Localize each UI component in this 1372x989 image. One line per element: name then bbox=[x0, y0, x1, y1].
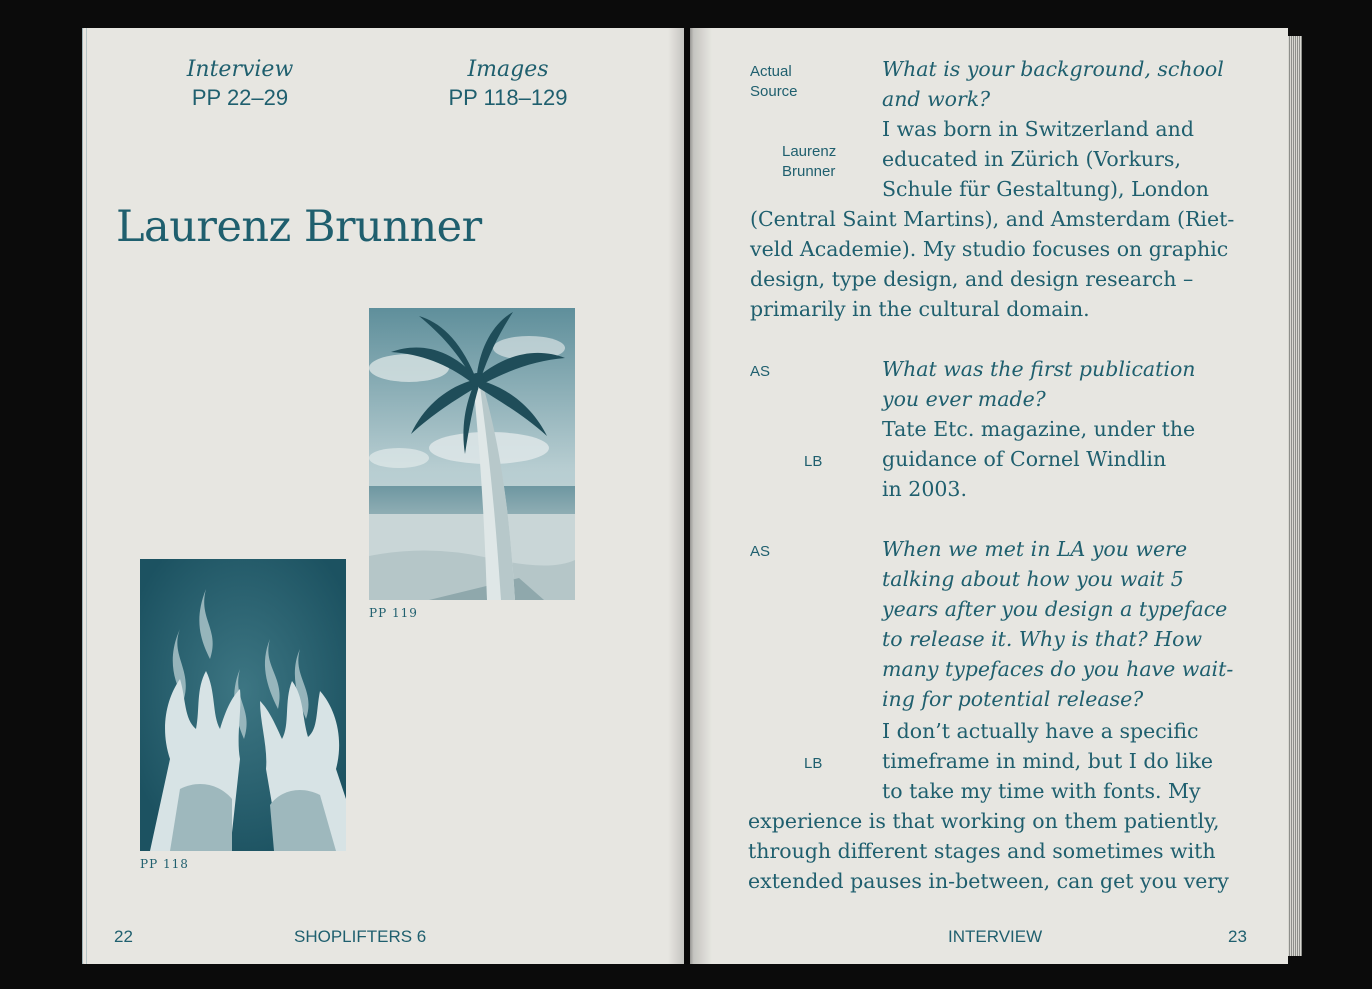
section-title: INTERVIEW bbox=[948, 927, 1043, 946]
actual-source-label-1: Actual bbox=[750, 63, 792, 80]
question-line: to release it. Why is that? How bbox=[882, 627, 1203, 651]
question-line: you ever made? bbox=[882, 387, 1046, 411]
images-pages: PP 118–129 bbox=[448, 85, 568, 110]
question-line: many typefaces do you have wait- bbox=[882, 657, 1234, 681]
answer-line: timeframe in mind, but I do like bbox=[882, 749, 1214, 773]
left-page-edge bbox=[82, 28, 93, 964]
speaker-label-as: AS bbox=[750, 363, 771, 380]
interview-reference bbox=[180, 56, 300, 112]
answer-line: guidance of Cornel Windlin bbox=[882, 447, 1167, 471]
answer-line: I was born in Switzerland and bbox=[882, 117, 1194, 141]
speaker-label-lb: LB bbox=[804, 755, 823, 772]
speaker-label-lb: LB bbox=[804, 453, 823, 470]
answer-line: Tate Etc. magazine, under the bbox=[882, 417, 1196, 441]
question-line: ing for potential release? bbox=[882, 687, 1144, 711]
answer-line: veld Academie). My studio focuses on graphic bbox=[750, 237, 1229, 261]
question-line: What is your background, school bbox=[882, 57, 1224, 81]
answer-line: educated in Zürich (Vorkurs, bbox=[882, 147, 1181, 171]
interview-label: Interview bbox=[186, 57, 294, 82]
question-line: What was the first publication bbox=[882, 357, 1196, 381]
left-page-number: 22 bbox=[114, 927, 133, 946]
interview-pages: PP 22–29 bbox=[191, 85, 289, 110]
burning-hands-image bbox=[140, 559, 346, 851]
answer-line: in 2003. bbox=[882, 477, 967, 501]
answer-line: I don’t actually have a specific bbox=[882, 719, 1199, 743]
answer-line: Schule für Gestaltung), London bbox=[882, 177, 1209, 201]
answer-line: design, type design, and design research – bbox=[750, 267, 1194, 291]
left-page bbox=[82, 28, 684, 964]
question-line: and work? bbox=[882, 87, 991, 111]
question-line: talking about how you wait 5 bbox=[882, 567, 1184, 591]
article-title: Laurenz Brunner bbox=[116, 202, 482, 252]
answer-line: primarily in the cultural domain. bbox=[750, 297, 1090, 321]
images-reference bbox=[436, 56, 580, 112]
laurenz-label-2: Brunner bbox=[782, 163, 836, 180]
question-line: years after you design a typeface bbox=[882, 597, 1228, 621]
palm-image-caption: PP 119 bbox=[369, 606, 418, 620]
speaker-label-as: AS bbox=[750, 543, 771, 560]
actual-source-label-2: Source bbox=[750, 83, 798, 100]
answer-line: to take my time with fonts. My bbox=[882, 779, 1201, 803]
right-page bbox=[690, 28, 1288, 964]
laurenz-label-1: Laurenz bbox=[782, 143, 837, 160]
question-line: When we met in LA you were bbox=[882, 537, 1188, 561]
page-stack-edge bbox=[1288, 36, 1302, 956]
palm-tree-image bbox=[369, 308, 575, 600]
right-page-number: 23 bbox=[1228, 927, 1247, 946]
answer-line: extended pauses in-between, can get you very bbox=[748, 869, 1229, 893]
answer-line: experience is that working on them patiently, bbox=[748, 809, 1220, 833]
fire-image-caption: PP 118 bbox=[140, 857, 189, 871]
answer-line: through different stages and sometimes with bbox=[748, 839, 1216, 863]
answer-line: (Central Saint Martins), and Amsterdam (Riet- bbox=[750, 207, 1235, 231]
publication-title: SHOPLIFTERS 6 bbox=[294, 927, 427, 946]
images-label: Images bbox=[467, 57, 549, 82]
